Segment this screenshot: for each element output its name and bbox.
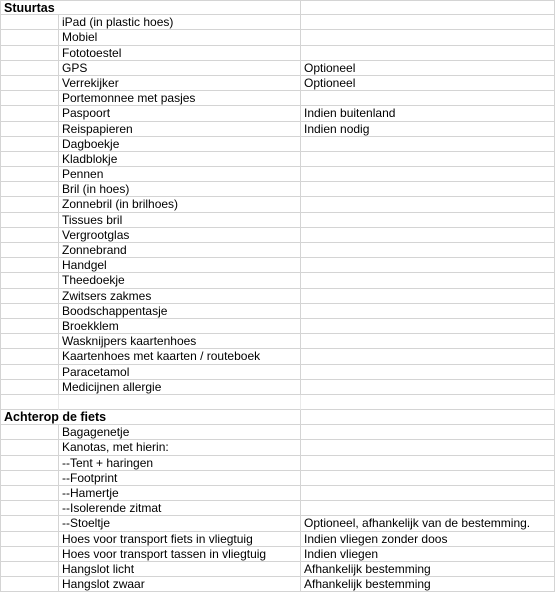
item-name-cell[interactable]: Kaartenhoes met kaarten / routeboek [59, 349, 301, 364]
item-name-cell[interactable]: Reispapieren [59, 122, 301, 137]
item-note-cell[interactable]: Afhankelijk bestemming [301, 577, 555, 592]
table-row [0, 532, 555, 547]
table-row [0, 577, 555, 592]
item-name-cell[interactable]: Broekklem [59, 319, 301, 334]
item-name-cell[interactable]: Wasknijpers kaartenhoes [59, 334, 301, 349]
item-name-cell[interactable]: Zonnebril (in brilhoes) [59, 197, 301, 212]
item-note-cell[interactable] [301, 319, 555, 334]
item-name-cell[interactable]: Medicijnen allergie [59, 380, 301, 395]
item-note-cell[interactable] [301, 273, 555, 288]
table-row [0, 46, 555, 61]
item-note-cell[interactable] [301, 501, 555, 516]
item-name-cell[interactable]: --Tent + haringen [59, 456, 301, 471]
item-note-cell[interactable] [301, 349, 555, 364]
item-name-cell[interactable]: Hangslot licht [59, 562, 301, 577]
cell-empty[interactable] [0, 106, 59, 121]
cell-empty[interactable] [0, 532, 59, 547]
item-note-cell[interactable] [301, 228, 555, 243]
item-note-cell[interactable]: Indien buitenland [301, 106, 555, 121]
cell-empty[interactable] [301, 410, 555, 425]
cell-empty[interactable] [0, 349, 59, 364]
table-row [0, 213, 555, 228]
item-note-cell[interactable] [301, 258, 555, 273]
item-name-cell[interactable]: Kladblokje [59, 152, 301, 167]
cell-empty[interactable] [0, 289, 59, 304]
cell-empty[interactable] [301, 395, 555, 410]
table-row [0, 547, 555, 562]
item-name-cell[interactable]: iPad (in plastic hoes) [59, 15, 301, 30]
cell-empty[interactable] [0, 15, 59, 30]
table-row [0, 349, 555, 364]
cell-empty[interactable] [0, 137, 59, 152]
table-row [0, 486, 555, 501]
cell-empty[interactable] [0, 61, 59, 76]
cell-empty[interactable] [0, 319, 59, 334]
table-row [0, 471, 555, 486]
item-name-cell[interactable]: Handgel [59, 258, 301, 273]
table-row [0, 91, 555, 106]
item-note-cell[interactable]: Indien nodig [301, 122, 555, 137]
item-note-cell[interactable] [301, 243, 555, 258]
item-note-cell[interactable] [301, 334, 555, 349]
table-row [0, 289, 555, 304]
item-name-cell[interactable]: Paracetamol [59, 365, 301, 380]
cell-empty[interactable] [0, 456, 59, 471]
item-name-cell[interactable]: Hoes voor transport tassen in vliegtuig [59, 547, 301, 562]
table-row [0, 197, 555, 212]
section-header-row [0, 410, 555, 425]
table-row [0, 319, 555, 334]
item-note-cell[interactable] [301, 137, 555, 152]
item-name-cell[interactable]: Kanotas, met hierin: [59, 440, 301, 455]
item-note-cell[interactable] [301, 91, 555, 106]
item-name-cell[interactable]: Hangslot zwaar [59, 577, 301, 592]
cell-empty[interactable] [0, 471, 59, 486]
cell-empty[interactable] [0, 46, 59, 61]
table-row [0, 106, 555, 121]
table-row [0, 228, 555, 243]
section-title[interactable]: Achterop de fiets [0, 410, 301, 425]
item-note-cell[interactable] [301, 197, 555, 212]
item-note-cell[interactable] [301, 46, 555, 61]
item-note-cell[interactable] [301, 15, 555, 30]
section-title[interactable]: Stuurtas [0, 0, 301, 15]
item-name-cell[interactable]: Zonnebrand [59, 243, 301, 258]
item-name-cell[interactable]: Bagagenetje [59, 425, 301, 440]
item-note-cell[interactable] [301, 289, 555, 304]
cell-empty[interactable] [0, 167, 59, 182]
item-note-cell[interactable]: Optioneel [301, 61, 555, 76]
item-name-cell[interactable]: Mobiel [59, 30, 301, 45]
table-row [0, 137, 555, 152]
item-note-cell[interactable]: Afhankelijk bestemming [301, 562, 555, 577]
item-name-cell[interactable]: Tissues bril [59, 213, 301, 228]
item-note-cell[interactable] [301, 365, 555, 380]
item-name-cell[interactable]: GPS [59, 61, 301, 76]
item-note-cell[interactable]: Optioneel, afhankelijk van de bestemming. [301, 516, 555, 531]
table-row [0, 273, 555, 288]
table-row [0, 304, 555, 319]
cell-empty[interactable] [0, 440, 59, 455]
item-name-cell[interactable]: Bril (in hoes) [59, 182, 301, 197]
item-note-cell[interactable] [301, 213, 555, 228]
cell-empty[interactable] [0, 425, 59, 440]
table-row [0, 365, 555, 380]
item-name-cell[interactable]: Boodschappentasje [59, 304, 301, 319]
item-note-cell[interactable] [301, 471, 555, 486]
table-row [0, 122, 555, 137]
table-row [0, 456, 555, 471]
table-row [0, 15, 555, 30]
item-name-cell[interactable]: Pennen [59, 167, 301, 182]
cell-empty[interactable] [0, 577, 59, 592]
item-note-cell[interactable] [301, 486, 555, 501]
cell-empty[interactable] [0, 258, 59, 273]
item-note-cell[interactable]: Indien vliegen [301, 547, 555, 562]
cell-empty[interactable] [0, 562, 59, 577]
item-note-cell[interactable] [301, 152, 555, 167]
cell-empty[interactable] [59, 395, 301, 410]
item-note-cell[interactable] [301, 167, 555, 182]
item-note-cell[interactable]: Optioneel [301, 76, 555, 91]
cell-empty[interactable] [0, 30, 59, 45]
cell-empty[interactable] [0, 152, 59, 167]
cell-empty[interactable] [0, 122, 59, 137]
item-name-cell[interactable]: Vergrootglas [59, 228, 301, 243]
cell-empty[interactable] [0, 243, 59, 258]
cell-empty[interactable] [0, 304, 59, 319]
cell-empty[interactable] [0, 380, 59, 395]
item-name-cell[interactable]: --Stoeltje [59, 516, 301, 531]
table-row [0, 243, 555, 258]
cell-empty[interactable] [0, 76, 59, 91]
section-header-row [0, 0, 555, 15]
item-name-cell[interactable]: --Hamertje [59, 486, 301, 501]
item-note-cell[interactable] [301, 456, 555, 471]
item-name-cell[interactable]: Verrekijker [59, 76, 301, 91]
table-row [0, 425, 555, 440]
table-row [0, 562, 555, 577]
item-note-cell[interactable] [301, 380, 555, 395]
cell-empty[interactable] [301, 0, 555, 15]
table-row [0, 380, 555, 395]
table-row [0, 440, 555, 455]
table-row [0, 61, 555, 76]
table-row [0, 152, 555, 167]
cell-empty[interactable] [0, 516, 59, 531]
item-name-cell[interactable]: Paspoort [59, 106, 301, 121]
cell-empty[interactable] [0, 501, 59, 516]
cell-empty[interactable] [0, 395, 59, 410]
table-row [0, 76, 555, 91]
table-row [0, 30, 555, 45]
table-row [0, 334, 555, 349]
cell-empty[interactable] [0, 365, 59, 380]
cell-empty[interactable] [0, 91, 59, 106]
item-note-cell[interactable] [301, 304, 555, 319]
table-row [0, 167, 555, 182]
cell-empty[interactable] [0, 182, 59, 197]
table-row [0, 516, 555, 531]
table-row [0, 182, 555, 197]
item-note-cell[interactable]: Indien vliegen zonder doos [301, 532, 555, 547]
item-note-cell[interactable] [301, 30, 555, 45]
cell-empty[interactable] [0, 486, 59, 501]
item-name-cell[interactable]: Dagboekje [59, 137, 301, 152]
item-note-cell[interactable] [301, 182, 555, 197]
cell-empty[interactable] [0, 228, 59, 243]
blank-row [0, 395, 555, 410]
item-name-cell[interactable]: Portemonnee met pasjes [59, 91, 301, 106]
item-note-cell[interactable] [301, 425, 555, 440]
cell-empty[interactable] [0, 334, 59, 349]
item-name-cell[interactable]: --Isolerende zitmat [59, 501, 301, 516]
cell-empty[interactable] [0, 213, 59, 228]
item-name-cell[interactable]: --Footprint [59, 471, 301, 486]
table-row [0, 501, 555, 516]
item-name-cell[interactable]: Theedoekje [59, 273, 301, 288]
item-name-cell[interactable]: Fototoestel [59, 46, 301, 61]
cell-empty[interactable] [0, 273, 59, 288]
cell-empty[interactable] [0, 197, 59, 212]
item-name-cell[interactable]: Zwitsers zakmes [59, 289, 301, 304]
item-name-cell[interactable]: Hoes voor transport fiets in vliegtuig [59, 532, 301, 547]
table-row [0, 258, 555, 273]
cell-empty[interactable] [0, 547, 59, 562]
item-note-cell[interactable] [301, 440, 555, 455]
